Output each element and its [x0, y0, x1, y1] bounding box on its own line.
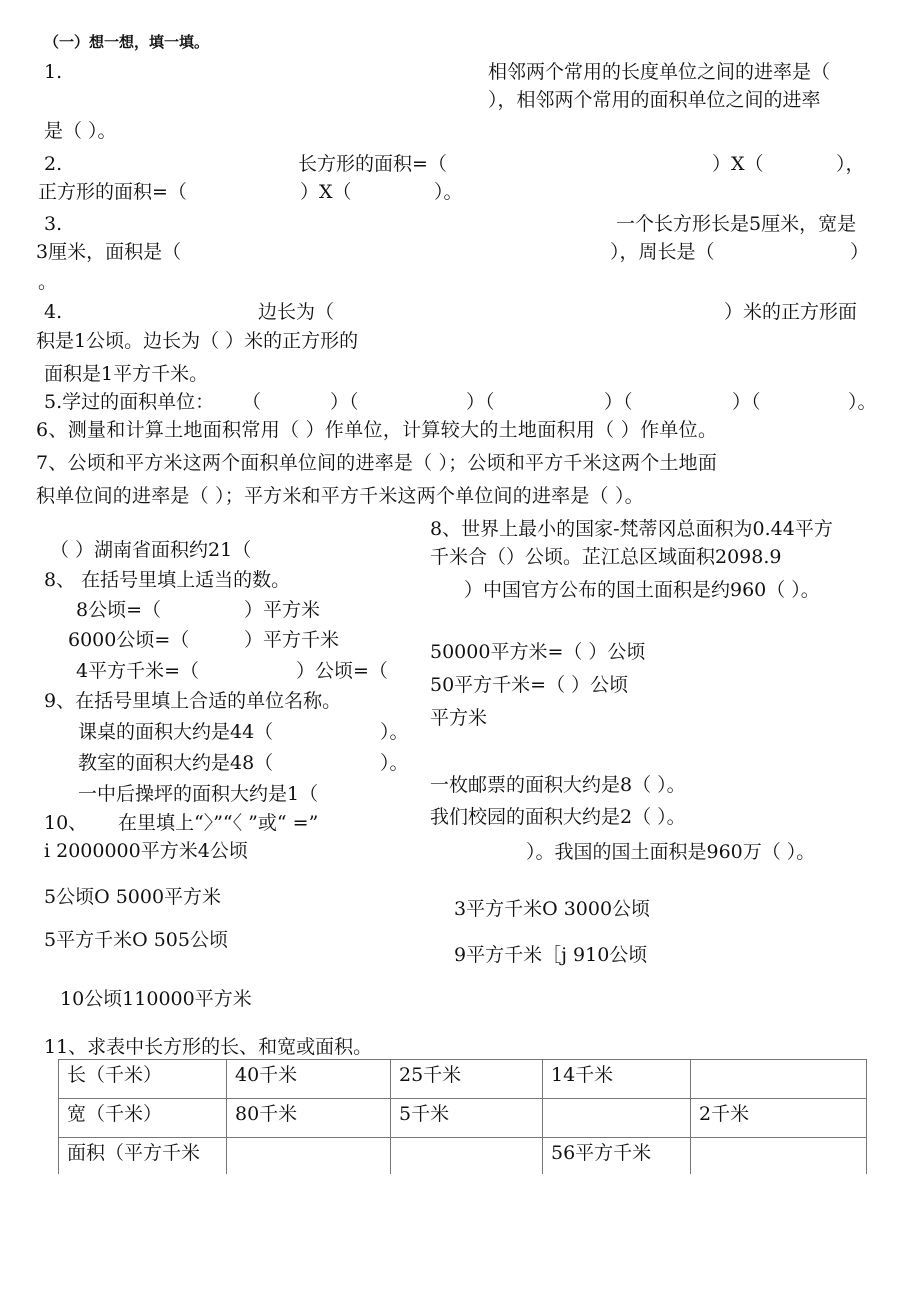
q3-perimeter: ），周长是（ [610, 241, 715, 263]
q2-rect-end: ）， [836, 153, 865, 175]
q8-hunan-fragment: （ ）湖南省面积约21（ [50, 539, 252, 561]
table-row [59, 1060, 867, 1099]
q10-item-c: 5平方千米O 505公顷 [44, 929, 228, 951]
q8-item-a: 8公顷=（ [76, 599, 162, 621]
q4-square: ）米的正方形面 [724, 301, 858, 323]
table-cell: 80千米 [227, 1099, 391, 1138]
q7-line2: 积单位间的进率是（ ）；平方米和平方千米这两个单位间的进率是（ ）。 [36, 485, 644, 507]
q9-stamp: 一枚邮票的面积大约是8（ ）。 [430, 774, 686, 796]
table-cell: 25千米 [391, 1060, 543, 1099]
q8-item-f: 平方米 [430, 707, 488, 729]
table-cell: 长（千米） [59, 1060, 227, 1099]
q8-item-e: 50平方千米=（ ）公顷 [430, 674, 629, 696]
table-cell: 40千米 [227, 1060, 391, 1099]
q1-line2: ），相邻两个常用的面积单位之间的进率 [488, 89, 821, 111]
table-cell: 5千米 [391, 1099, 543, 1138]
table-cell: 宽（千米） [59, 1099, 227, 1138]
q10-item-d: 10公顷110000平方米 [60, 988, 252, 1010]
q2-square-times: ）X（ [300, 181, 352, 203]
table-cell: 14千米 [543, 1060, 691, 1099]
q3-number: 3. [44, 213, 63, 235]
q1-number: 1. [44, 61, 63, 83]
q8-item-a-unit: ）平方米 [244, 599, 321, 621]
q3-close: ） [850, 241, 870, 263]
q4-number: 4. [44, 301, 63, 323]
table-cell [543, 1099, 691, 1138]
q8-title: 8、 在括号里填上适当的数。 [44, 569, 291, 591]
table-cell [691, 1138, 867, 1175]
q9-classroom-end: ）。 [380, 752, 409, 774]
q9-desk-end: ）。 [380, 721, 409, 743]
q5-paren-2: ）（ [330, 391, 359, 413]
table-cell [227, 1138, 391, 1175]
q9-campus: 我们校园的面积大约是2（ ）。 [430, 806, 686, 828]
q2-rect-area: 长方形的面积=（ [298, 153, 447, 175]
q11-title: 11、求表中长方形的长、和宽或面积。 [44, 1036, 373, 1058]
q11-table [58, 1059, 867, 1174]
table-row [59, 1099, 867, 1138]
q2-square-end: ）。 [434, 181, 463, 203]
q5-label: 5.学过的面积单位： [44, 391, 215, 413]
q8-item-b-unit: ）平方千米 [244, 629, 340, 651]
q8-item-c: 4平方千米=（ [76, 660, 200, 682]
q5-paren-4: ）（ [604, 391, 633, 413]
q9-classroom: 教室的面积大约是48（ [78, 752, 274, 774]
q10-title: 在里填上“〉”“〈 ”或“ =” [118, 812, 319, 834]
q3-line1: 一个长方形长是5厘米，宽是 [616, 213, 857, 235]
q3-period: 。 [38, 271, 58, 293]
q5-paren-3: ）（ [466, 391, 495, 413]
q1-line3: 是（ ）。 [44, 120, 117, 142]
q5-paren-5: ）（ [732, 391, 761, 413]
q10-item-b: 5公顷O 5000平方米 [44, 886, 222, 908]
q10-number: 10、 [44, 812, 88, 834]
q8-item-b: 6000公顷=（ [68, 629, 190, 651]
q2-square-area: 正方形的面积=（ [38, 181, 187, 203]
q8-vatican-line2: 千米合（）公顷。芷江总区域面积2098.9 [430, 546, 782, 568]
table-cell: 面积（平方千米 [59, 1138, 227, 1175]
q9-china: ）。我国的国土面积是960万（ ）。 [526, 841, 816, 863]
table-cell [691, 1060, 867, 1099]
q5-paren-1: （ [242, 391, 262, 413]
q10-item-f: 9平方千米［j 910公顷 [454, 944, 648, 966]
table-row [59, 1138, 867, 1175]
q9-playground: 一中后操坪的面积大约是1（ [78, 783, 319, 805]
q2-rect-times: ）X（ [712, 153, 764, 175]
table-cell: 56平方千米 [543, 1138, 691, 1175]
q2-number: 2. [44, 153, 63, 175]
table-cell [391, 1138, 543, 1175]
q4-side: 边长为（ [258, 301, 335, 323]
q9-title: 9、在括号里填上合适的单位名称。 [44, 690, 342, 712]
q8-item-d: 50000平方米=（ ）公顷 [430, 641, 646, 663]
q8-china-area: ）中国官方公布的国土面积是约960（ ）。 [464, 579, 820, 601]
q7-line1: 7、公顷和平方米这两个面积单位间的进率是（ ）；公顷和平方千米这两个土地面 [36, 452, 718, 474]
q10-item-a: i 2000000平方米4公顷 [44, 840, 248, 862]
q6: 6、测量和计算土地面积常用（ ）作单位，计算较大的土地面积用（ ）作单位。 [36, 419, 718, 441]
q10-item-e: 3平方千米O 3000公顷 [454, 898, 651, 920]
q3-area: 3厘米，面积是（ [36, 241, 182, 263]
table-cell: 2千米 [691, 1099, 867, 1138]
section-title: （一）想一想，填一填。 [44, 33, 210, 51]
q8-vatican-line1: 8、世界上最小的国家-梵蒂冈总面积为0.44平方 [430, 518, 833, 540]
q8-item-c-unit: ）公顷=（ [296, 660, 388, 682]
q5-paren-6: ）。 [848, 391, 877, 413]
q1-line1: 相邻两个常用的长度单位之间的进率是（ [488, 61, 831, 83]
q9-desk: 课桌的面积大约是44（ [78, 721, 274, 743]
q4-line2: 积是1公顷。边长为（ ）米的正方形的 [36, 330, 359, 352]
q4-line3: 面积是1平方千米。 [44, 363, 209, 385]
